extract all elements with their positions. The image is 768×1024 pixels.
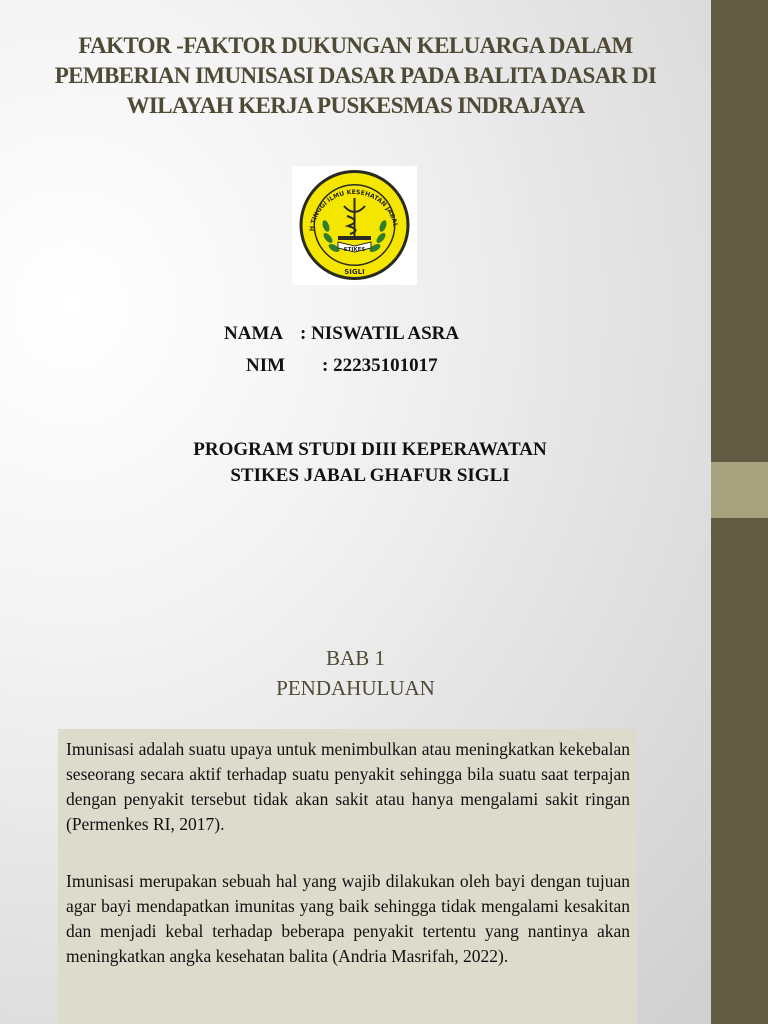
title-line-3: WILAYAH KERJA PUSKESMAS INDRAJAYA [126,93,585,118]
program-line-2: STIKES JABAL GHAFUR SIGLI [230,465,510,486]
chapter-number: BAB 1 [326,646,385,670]
nama-label: NAMA [224,323,284,344]
nim-label: NIM [246,355,286,376]
paragraph-2: Imunisasi merupakan sebuah hal yang wajib dilakukan oleh bayi dengan tujuan agar bayi mendapatkan imunitas yang baik sehingga tidak mengalami kesakitan dan menjadi kebal terhadap beberapa penyakit tertentu yang nantinya akan meningkatkan angka kesehatan balita (Andria Masrifah, 2022). [66,871,630,966]
title-line-1: FAKTOR -FAKTOR DUKUNGAN KELUARGA DALAM [78,33,633,58]
stikes-logo [292,166,417,285]
svg-text:SIGLI: SIGLI [344,268,365,276]
chapter-name: PENDAHULUAN [276,676,435,700]
svg-text:STIKES: STIKES [343,247,366,253]
title-line-2: PEMBERIAN IMUNISASI DASAR PADA BALITA DASAR DI [54,63,657,88]
stikes-seal-icon [292,166,417,285]
nim-value: : 22235101017 [322,355,438,376]
paragraph-1: Imunisasi adalah suatu upaya untuk menimbulkan atau meningkatkan kekebalan seseorang secara aktif terhadap suatu penyakit sehingga bila suatu saat terpajan dengan penyakit tersebut tidak akan sakit atau hanya mengalami sakit ringan (Permenkes RI, 2017). [66,739,630,834]
program-line-1: PROGRAM STUDI DIII KEPERAWATAN [193,439,547,460]
nama-value: : NISWATIL ASRA [300,323,460,344]
right-bar-accent [711,462,768,518]
svg-text:SEKOLAH TINGGI ILMU KESEHATAN: H TINGGI ILMU KESEHATAN JABAL [308,188,399,232]
page-title [40,31,671,121]
